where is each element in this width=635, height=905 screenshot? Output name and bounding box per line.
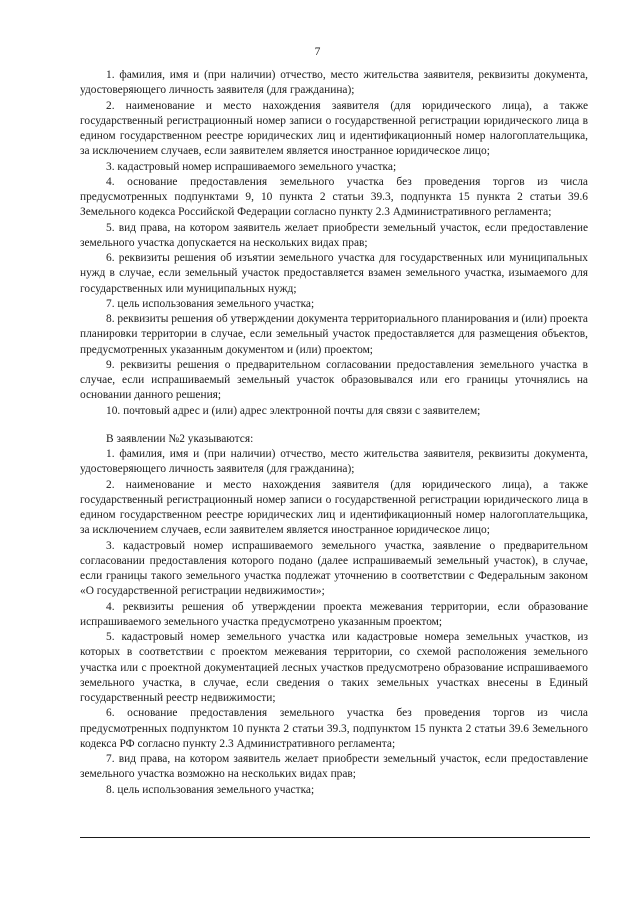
- list1-item-5: 5. вид права, на котором заявитель желает приобрести земельный участок, если предоставление земельного участка допускается на нескольких видах прав;: [80, 221, 588, 249]
- list1-item-9: 9. реквизиты решения о предварительном согласовании предоставления земельного участка в случае, если испрашиваемый земельный участок образовывался или его границы уточнялись на основании данного решения;: [80, 358, 588, 402]
- list1-item-8: 8. реквизиты решения об утверждении документа территориального планирования и (или) проекта планировки территории в случае, если земельный участок предоставляется для размещения объектов, предусмотренных указанным документом и (или) проектом;: [80, 313, 588, 356]
- list2-item-1: 1. фамилия, имя и (при наличии) отчество, место жительства заявителя, реквизиты документа, удостоверяющего личность заявителя (для гражданина);: [80, 448, 588, 476]
- list2-item-7: 7. вид права, на котором заявитель желает приобрести земельный участок, если предоставление земельного участка возможно на нескольких видах прав;: [80, 753, 588, 781]
- list1-item-1: 1. фамилия, имя и (при наличии) отчество, место жительства заявителя, реквизиты документа, удостоверяющего личность заявителя (для гражданина);: [80, 69, 588, 97]
- list1-item-6: 6. реквизиты решения об изъятии земельного участка для государственных или муниципальных нужд в случае, если земельный участок предоставляется взамен земельного участка, изымаемого для государственных или муниципальных нужд;: [80, 252, 588, 295]
- list2-item-8: 8. цель использования земельного участка;: [106, 783, 315, 796]
- list1-item-7: 7. цель использования земельного участка;: [106, 297, 315, 310]
- list1-item-10: 10. почтовый адрес и (или) адрес электронной почты для связи с заявителем;: [106, 404, 481, 417]
- list2-item-2: 2. наименование и место нахождения заявителя (для юридического лица), а также государственный регистрационный номер записи о государственной регистрации юридического лица в едином государственном реестре юридических лиц и идентификационный номер налогоплательщика, за исключением случаев, если заявителем является иностранное юридическое лицо;: [80, 478, 588, 537]
- list1-item-3: 3. кадастровый номер испрашиваемого земельного участка;: [106, 160, 397, 173]
- list2-item-3: 3. кадастровый номер испрашиваемого земельного участка, заявление о предварительном согласовании предоставления которого подано (далее испрашиваемый земельный участок), в случае, если границы такого земельного участка подлежат уточнению в соответствии с Федеральным законом «О государственной регистрации недвижимости»;: [80, 539, 588, 598]
- list2-item-4: 4. реквизиты решения об утверждении проекта межевания территории, если образование испрашиваемого земельного участка предусмотрено указанным проектом;: [80, 600, 588, 628]
- footer-divider: [80, 837, 590, 838]
- section2-heading: В заявлении №2 указываются:: [106, 432, 254, 445]
- section-gap: [80, 419, 588, 432]
- page-number: 7: [314, 46, 321, 58]
- list1-item-2: 2. наименование и место нахождения заявителя (для юридического лица), а также государственный регистрационный номер записи о государственной регистрации юридического лица в едином государственном реестре юридических лиц и идентификационный номер налогоплательщика, за исключением случаев, если заявителем является иностранное юридическое лицо;: [80, 99, 588, 158]
- list2-item-6: 6. основание предоставления земельного участка без проведения торгов из числа предусмотренных подпунктом 10 пункта 2 статьи 39.3, подпунктом 15 пункта 2 статьи 39.6 Земельного кодекса РФ согласно пункту 2.3 Административного регламента;: [80, 707, 588, 750]
- list2-item-5: 5. кадастровый номер земельного участка или кадастровые номера земельных участков, из которых в соответствии с проектом межевания территории, со схемой расположения земельного участка или с проектной документацией лесных участков предусмотрено образование испрашиваемого земельного участка, в случае, если сведения о таких земельных участках внесены в Единый государственный реестр недвижимости;: [80, 631, 588, 704]
- list1-item-4: 4. основание предоставления земельного участка без проведения торгов из числа предусмотренных подпунктами 9, 10 пункта 2 статьи 39.3, подпункта 15 пункта 2 статьи 39.6 Земельного кодекса Российской Федерации согласно пункту 2.3 Административного регламента;: [80, 175, 588, 219]
- applicant-requirements-list-1: [80, 68, 588, 419]
- applicant-requirements-list-2: [80, 447, 588, 798]
- document-body: [80, 68, 588, 798]
